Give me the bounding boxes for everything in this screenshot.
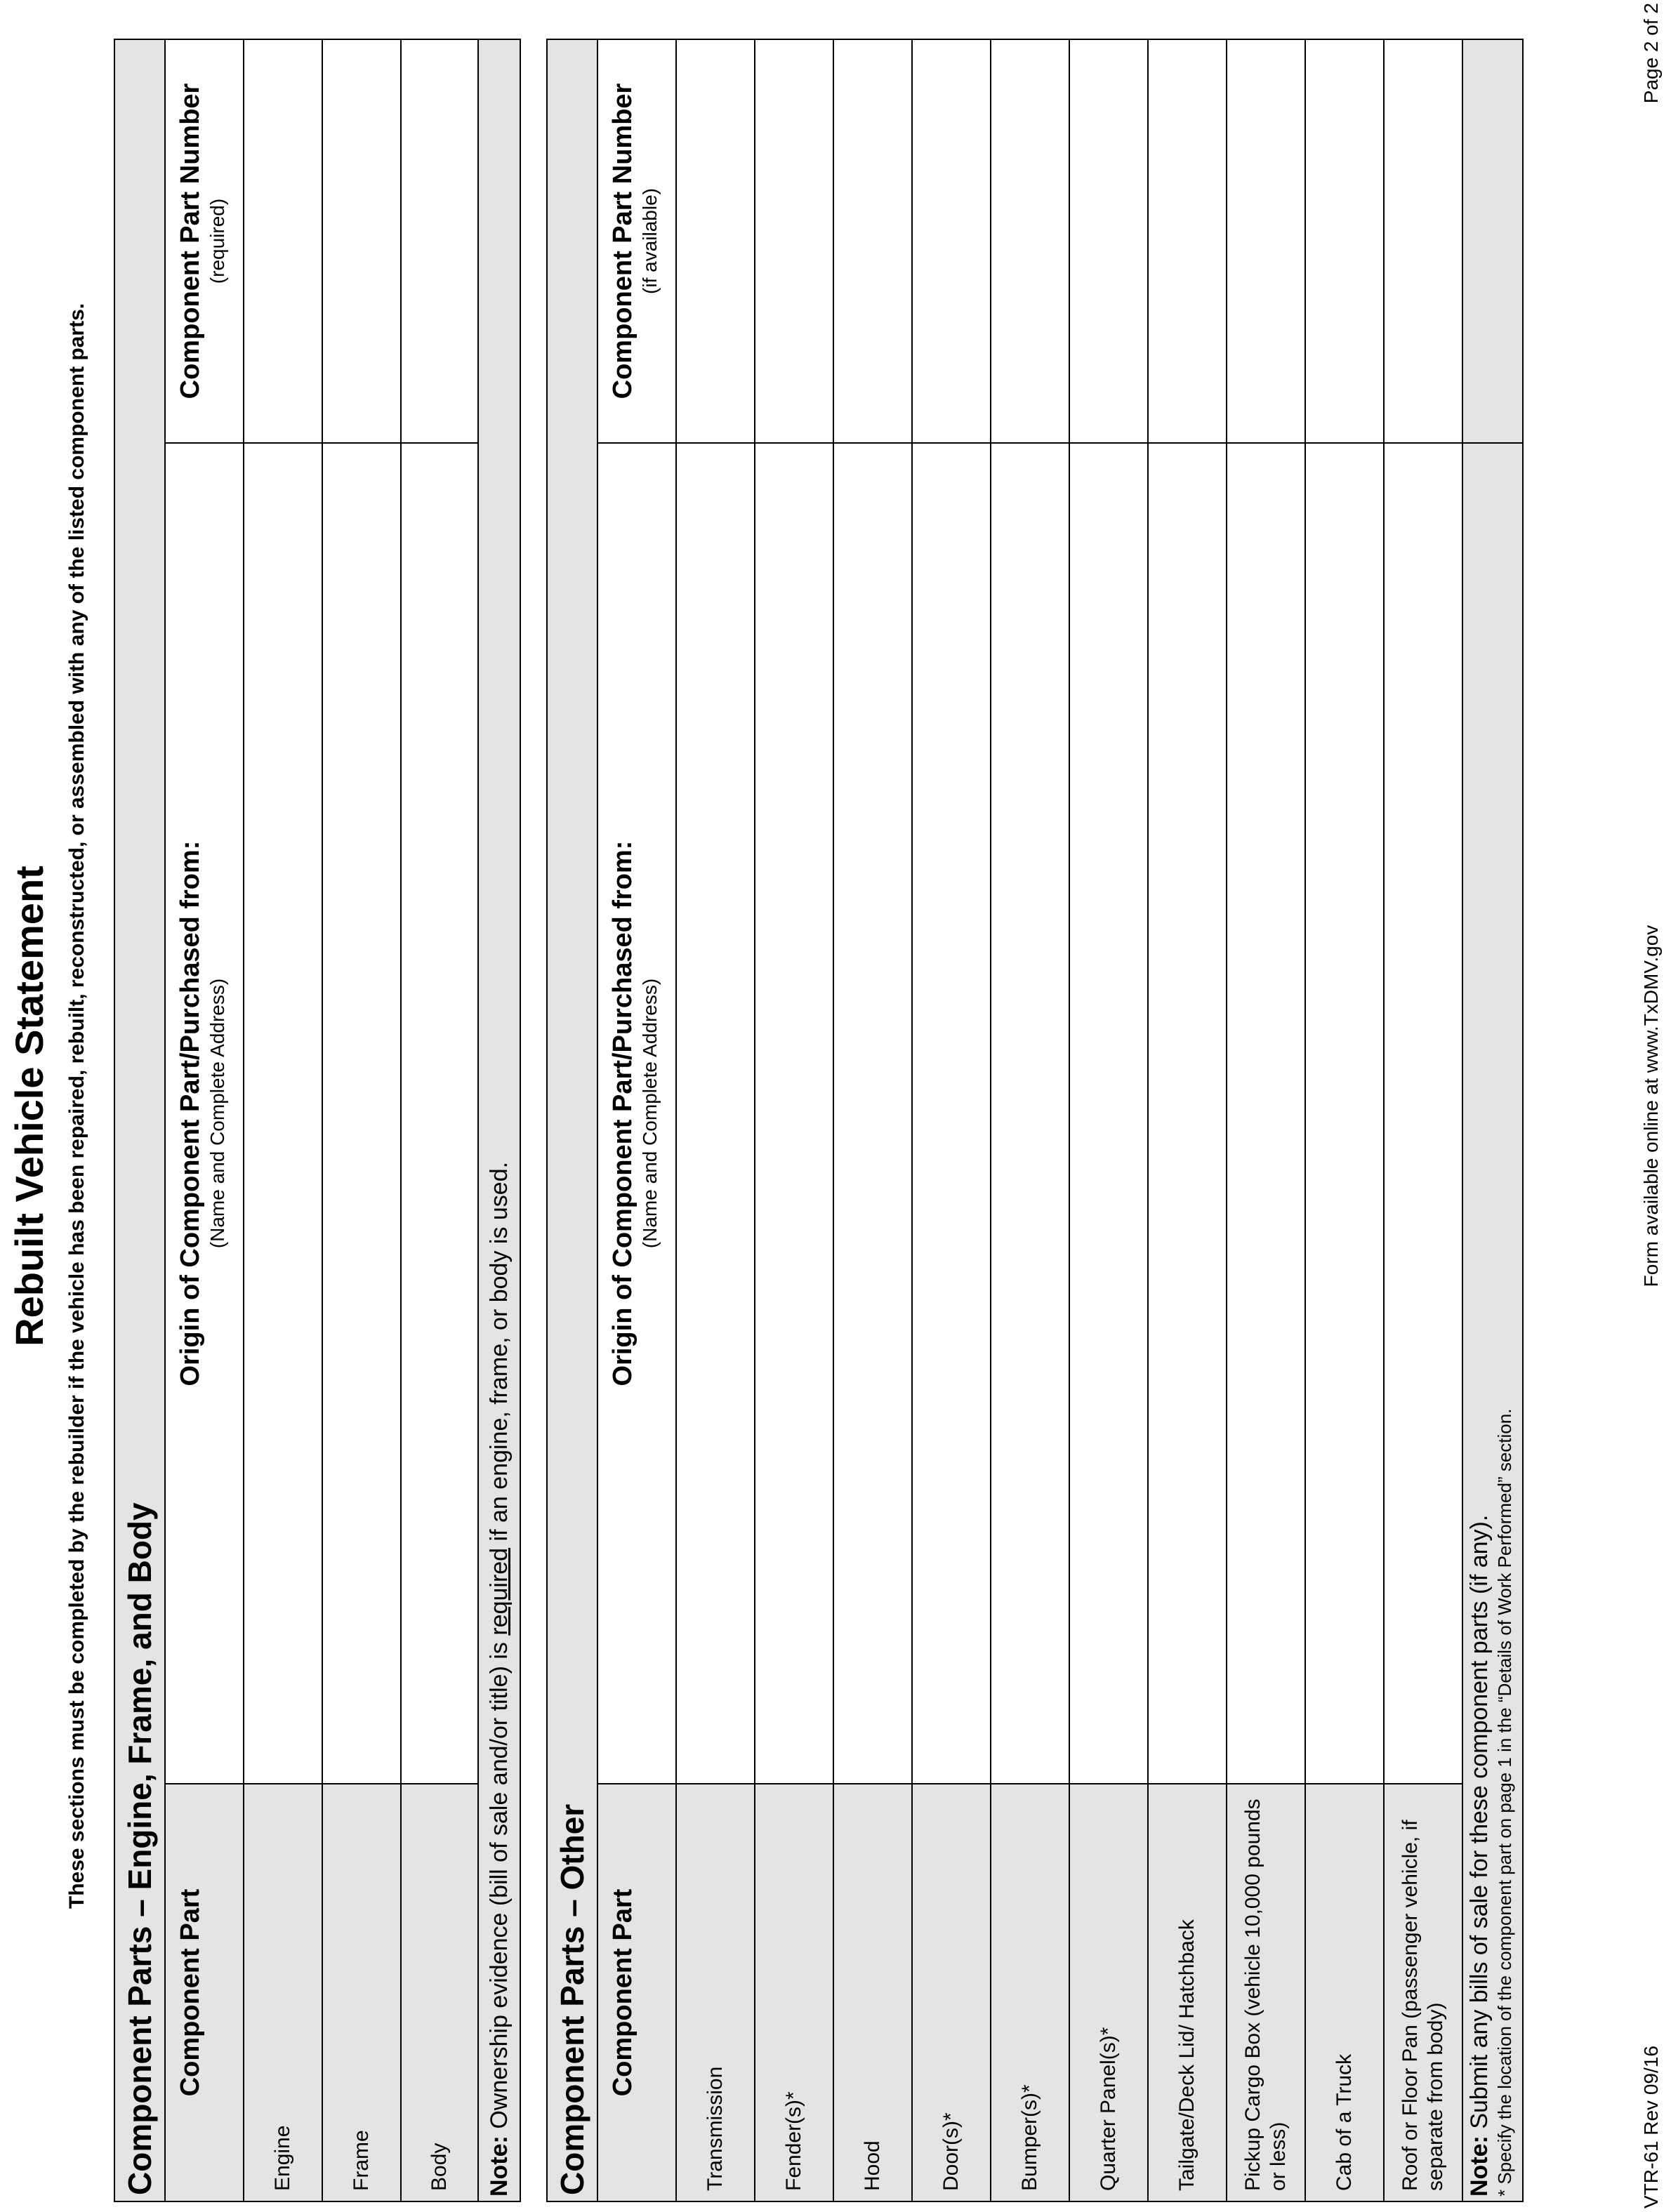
row-label-engine: Engine — [244, 1784, 322, 2201]
engine-frame-body-table — [114, 39, 521, 2202]
table-row — [322, 39, 401, 2201]
doors-part-number-field[interactable] — [912, 39, 991, 443]
section2-note-line — [1463, 444, 1494, 2201]
row-label-fenders: Fender(s)* — [755, 1784, 833, 2201]
table-row — [676, 39, 755, 2201]
row-label-frame: Frame — [322, 1784, 401, 2201]
section2-col3-label: Component Part Number — [608, 83, 638, 399]
section2-col2-label: Origin of Component Part/Purchased from: — [608, 840, 638, 1386]
table-row — [912, 39, 991, 2201]
bumpers-part-number-field[interactable] — [991, 39, 1069, 443]
table-row — [833, 39, 912, 2201]
section1-col-component-part — [165, 1784, 244, 2201]
quarter-panels-part-number-field[interactable] — [1069, 39, 1148, 443]
row-label-body: Body — [401, 1784, 478, 2201]
intro-text: These sections must be completed by the rebuilder if the vehicle has been repaired, rebuilt, reconstructed, or assembled with any of the listed component parts. — [65, 303, 88, 1909]
cab-part-number-field[interactable] — [1305, 39, 1384, 443]
frame-part-number-field[interactable] — [322, 39, 401, 443]
section2-col-component-part — [597, 1784, 676, 2201]
transmission-origin-field[interactable] — [676, 443, 755, 1784]
row-label-transmission: Transmission — [676, 1784, 755, 2201]
body-part-number-field[interactable] — [401, 39, 478, 443]
section1-note-pre: Ownership evidence (bill of sale and/or title) is — [486, 1642, 513, 2129]
section2-footnote: * Specify the location of the component part on page 1 in the “Details of Work Performed” section. — [1494, 1408, 1515, 2197]
section1-note-label: Note: — [486, 2135, 513, 2197]
row-label-bumpers: Bumper(s)* — [991, 1784, 1069, 2201]
section2-col-part-number — [597, 39, 676, 443]
section2-title: Component Parts – Other — [547, 39, 597, 2201]
table-row — [991, 39, 1069, 2201]
doors-origin-field[interactable] — [912, 443, 991, 1784]
cab-origin-field[interactable] — [1305, 443, 1384, 1784]
fenders-part-number-field[interactable] — [755, 39, 833, 443]
table-row — [755, 39, 833, 2201]
transmission-part-number-field[interactable] — [676, 39, 755, 443]
roof-floor-pan-origin-field[interactable] — [1384, 443, 1462, 1784]
section1-note — [478, 39, 520, 2201]
section1-col1-label: Component Part — [176, 1888, 205, 2097]
section1-col-origin — [165, 443, 244, 1784]
row-label-cab: Cab of a Truck — [1305, 1784, 1384, 2201]
bumpers-origin-field[interactable] — [991, 443, 1069, 1784]
page-number: Page 2 of 2 — [1640, 3, 1662, 104]
section2-note-blank — [1462, 39, 1523, 443]
row-label-doors: Door(s)* — [912, 1784, 991, 2201]
section2-col-origin — [597, 443, 676, 1784]
form-availability: Form available online at www.TxDMV.gov — [1640, 925, 1662, 1287]
section1-col3-sublabel: (required) — [206, 198, 228, 284]
tailgate-origin-field[interactable] — [1148, 443, 1227, 1784]
table-row — [1384, 39, 1462, 2201]
pickup-cargo-box-origin-field[interactable] — [1227, 443, 1305, 1784]
section2-col1-label: Component Part — [608, 1888, 638, 2097]
row-label-quarter-panels: Quarter Panel(s)* — [1069, 1784, 1148, 2201]
section2-note-text: Submit any bills of sale for these component parts (if any). — [1466, 1514, 1493, 2129]
hood-origin-field[interactable] — [833, 443, 912, 1784]
section1-note-required: required — [486, 1547, 513, 1636]
section1-col2-label: Origin of Component Part/Purchased from: — [176, 840, 205, 1386]
pickup-cargo-box-part-number-field[interactable] — [1227, 39, 1305, 443]
frame-origin-field[interactable] — [322, 443, 401, 1784]
section2-col2-sublabel: (Name and Complete Address) — [639, 978, 661, 1249]
table-row — [1305, 39, 1384, 2201]
quarter-panels-origin-field[interactable] — [1069, 443, 1148, 1784]
section1-title: Component Parts – Engine, Frame, and Body — [114, 39, 165, 2201]
table-row — [1227, 39, 1305, 2201]
row-label-roof-floor-pan: Roof or Floor Pan (passenger vehicle, if separate from body) — [1384, 1784, 1462, 2201]
roof-floor-pan-part-number-field[interactable] — [1384, 39, 1462, 443]
hood-part-number-field[interactable] — [833, 39, 912, 443]
section1-col-part-number — [165, 39, 244, 443]
form-number: VTR-61 Rev 09/16 — [1640, 2046, 1662, 2208]
row-label-hood: Hood — [833, 1784, 912, 2201]
page-title: Rebuilt Vehicle Statement — [7, 866, 51, 1346]
body-origin-field[interactable] — [401, 443, 478, 1784]
section1-col3-label: Component Part Number — [176, 83, 205, 399]
row-label-tailgate: Tailgate/Deck Lid/ Hatchback — [1148, 1784, 1227, 2201]
section2-note — [1462, 443, 1523, 2201]
other-components-table — [546, 39, 1524, 2202]
table-row — [1148, 39, 1227, 2201]
row-label-pickup-cargo-box: Pickup Cargo Box (vehicle 10,000 pounds or less) — [1227, 1784, 1305, 2201]
engine-origin-field[interactable] — [244, 443, 322, 1784]
table-row — [1069, 39, 1148, 2201]
section1-col2-sublabel: (Name and Complete Address) — [206, 978, 228, 1249]
section2-col3-sublabel: (if available) — [639, 188, 661, 294]
table-row — [244, 39, 322, 2201]
fenders-origin-field[interactable] — [755, 443, 833, 1784]
section1-note-post: if an engine, frame, or body is used. — [486, 1161, 513, 1542]
engine-part-number-field[interactable] — [244, 39, 322, 443]
section2-note-label: Note: — [1466, 2135, 1493, 2197]
table-row — [401, 39, 478, 2201]
tailgate-part-number-field[interactable] — [1148, 39, 1227, 443]
